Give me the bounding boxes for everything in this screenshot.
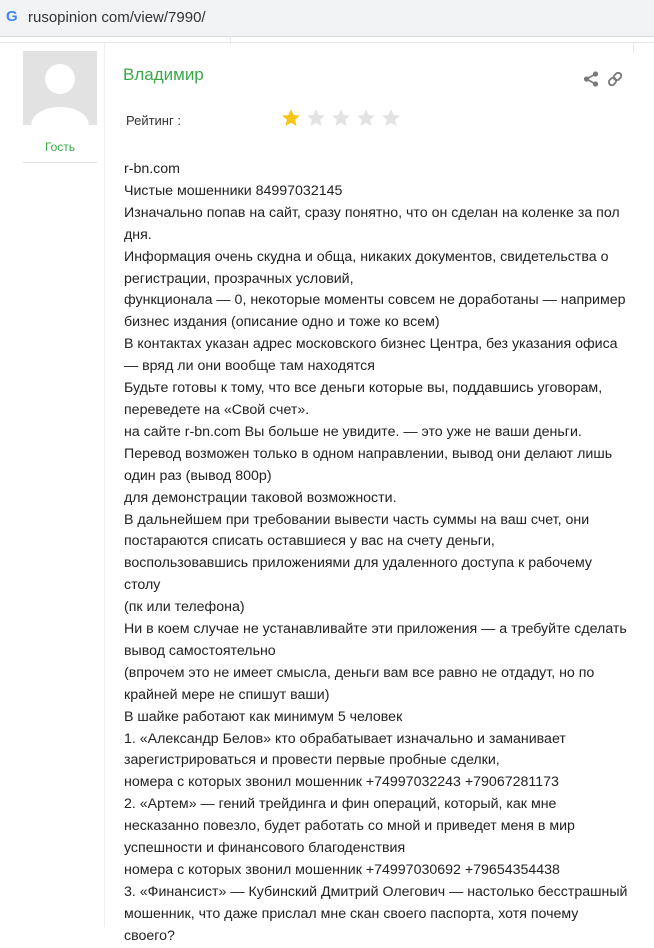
avatar xyxy=(23,51,97,125)
review-line: переведете на «Свой счет». xyxy=(124,401,310,418)
review-line: Изначально попав на сайт, сразу понятно, что он сделан на коленке за пол xyxy=(124,204,620,221)
review-line: В шайке работают как минимум 5 человек xyxy=(124,708,403,725)
star-filled-icon xyxy=(281,108,301,128)
review-line: Информация очень скудна и обща, никаких документов, свидетельства о xyxy=(124,248,609,265)
share-icon[interactable] xyxy=(583,71,599,92)
review-line: (пк или телефона) xyxy=(124,599,245,616)
review-line: для демонстрации таковой возможности. xyxy=(124,489,397,506)
review-text xyxy=(124,159,629,948)
review-line: функционала — 0, некоторые моменты совсем не доработаны — например xyxy=(124,292,626,309)
rating-stars xyxy=(281,108,401,128)
user-placeholder-icon xyxy=(23,51,97,125)
star-empty-icon xyxy=(381,108,401,128)
review-line: номера с которых звонил мошенник +74997032243 +79067281173 xyxy=(124,774,559,791)
review-line: Чистые мошенники 84997032145 xyxy=(124,182,343,199)
role-divider xyxy=(23,162,97,163)
review-line: своего? xyxy=(124,927,175,944)
card-top-tick xyxy=(230,36,231,44)
review-line: крайней мере не спишут ваши) xyxy=(124,686,330,703)
url-text[interactable]: rusopinion com/view/7990/ xyxy=(28,9,206,26)
review-line: воспользовавшись приложениями для удаленного доступа к рабочему столу xyxy=(124,555,593,594)
review-line: В контактах указан адрес московского бизнес Центра, без указания офиса xyxy=(124,336,618,353)
link-icon[interactable] xyxy=(607,71,623,92)
review-line: 2. «Артем» — гений трейдинга и фин операций, который, как мне xyxy=(124,796,557,813)
card-right-tick xyxy=(633,43,634,53)
review-line: один раз (вывод 800р) xyxy=(124,467,272,484)
review-line: регистрации, прозрачных условий, xyxy=(124,270,354,287)
review-line: зарегистрироваться и провести первые пробные сделки, xyxy=(124,752,500,769)
review-line: на сайте r-bn.com Вы больше не увидите. — это уже не ваши деньги. xyxy=(124,423,582,440)
author-name[interactable]: Владимир xyxy=(123,65,204,84)
column-divider xyxy=(104,43,105,927)
review-line: номера с которых звонил мошенник +74997030692 +79654354438 xyxy=(124,862,560,878)
review-line: вывод самостоятельно xyxy=(124,642,276,659)
review-line: постараются списать оставшиеся у вас на счету деньги, xyxy=(124,533,495,550)
review-line: 1. «Александр Белов» кто обрабатывает изначально и заманивает xyxy=(124,730,566,747)
review-line: бизнес издания (описание одно и тоже ко всем) xyxy=(124,314,440,331)
review-line: несказанно повезло, будет работать со мной и приведет меня в мир xyxy=(124,818,575,835)
rating-label: Рейтинг : xyxy=(126,113,181,128)
review-line: мошенник, что даже прислал мне скан своего паспорта, хотя почему xyxy=(124,905,579,922)
review-line: (впрочем это не имеет смысла, деньги вам все равно не отдадут, но по xyxy=(124,664,595,681)
review-line: Ни в коем случае не устанавливайте эти приложения — а требуйте сделать xyxy=(124,621,627,638)
star-empty-icon xyxy=(331,108,351,128)
star-empty-icon xyxy=(306,108,326,128)
google-icon: G xyxy=(6,8,18,25)
user-role: Гость xyxy=(44,140,76,154)
star-empty-icon xyxy=(356,108,376,128)
review-line: Перевод возможен только в одном направлении, вывод они делают лишь xyxy=(124,445,613,462)
review-line: r-bn.com xyxy=(124,161,180,177)
review-line: успешности и финансового благоденствия xyxy=(124,840,406,857)
review-line: — вряд ли они вообще там находятся xyxy=(124,358,375,375)
address-bar[interactable] xyxy=(0,0,654,37)
review-line: 3. «Финансист» — Кубинский Дмитрий Олегович — настолько бесстрашный xyxy=(124,883,628,900)
review-line: Будьте готовы к тому, что все деньги которые вы, поддавшись уговорам, xyxy=(124,380,603,397)
review-line: дня. xyxy=(124,226,152,243)
review-line: В дальнейшем при требовании вывести часть суммы на ваш счет, они xyxy=(124,511,590,528)
card-top-border xyxy=(0,42,654,43)
